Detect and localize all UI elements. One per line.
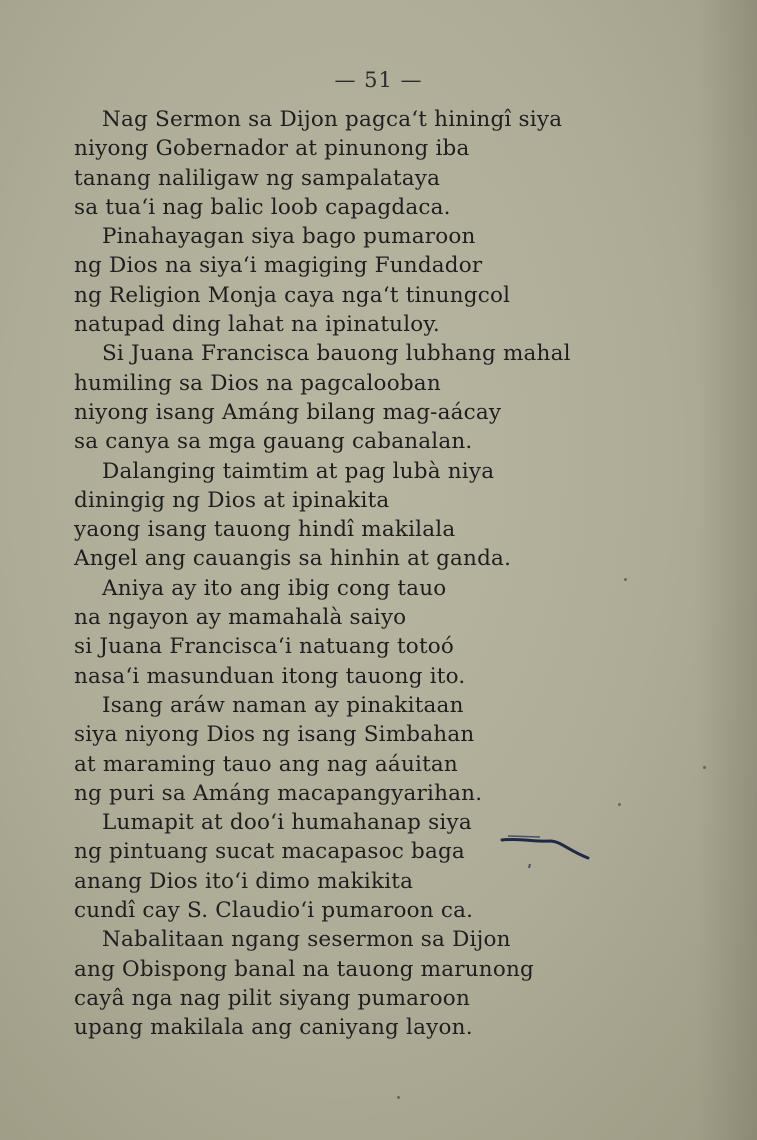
- text-line: anang Dios ito‘i dimo makikita: [74, 868, 414, 894]
- text-line: ng Dios na siya‘i magiging Fundador: [74, 253, 483, 279]
- text-line: upang makilala ang caniyang layon.: [74, 1015, 473, 1041]
- text-line: Isang aráw naman ay pinakitaan: [102, 692, 464, 718]
- text-line: at maraming tauo ang nag aáuitan: [74, 751, 458, 777]
- text-line: cayâ nga nag pilit siyang pumaroon: [74, 985, 470, 1011]
- text-line: ng pintuang sucat macapasoc baga: [74, 839, 465, 865]
- text-line: na ngayon ay mamahalà saiyo: [74, 605, 407, 631]
- text-line: niyong Gobernador at pinunong iba: [74, 136, 470, 162]
- text-line: cundî cay S. Claudio‘i pumaroon ca.: [74, 898, 474, 924]
- text-line: Nag Sermon sa Dijon pagca‘t hiningî siya: [102, 107, 563, 132]
- text-line: ng Religion Monja caya nga‘t tinungcol: [74, 282, 511, 308]
- pen-strike-mark: [500, 828, 590, 868]
- paper-speck: [624, 578, 627, 581]
- text-line: humiling sa Dios na pagcalooban: [74, 370, 441, 396]
- text-line: Angel ang cauangis sa hinhin at ganda.: [74, 546, 512, 572]
- page-number: — 51 —: [334, 68, 423, 92]
- text-line: Pinahayagan siya bago pumaroon: [102, 224, 476, 250]
- text-line: sa canya sa mga gauang cabanalan.: [74, 429, 473, 455]
- text-line: tanang naliligaw ng sampalataya: [74, 165, 441, 191]
- page-edge-shadow: [697, 0, 757, 1140]
- text-line: nasa‘i masunduan itong tauong ito.: [74, 663, 466, 689]
- text-line: si Juana Francisca‘i natuang totoó: [74, 634, 455, 660]
- text-line: Lumapit at doo‘i humahanap siya: [102, 810, 472, 836]
- text-line: natupad ding lahat na ipinatuloy.: [74, 312, 440, 338]
- text-line: sa tua‘i nag balic loob capagdaca.: [74, 194, 451, 220]
- text-line: siya niyong Dios ng isang Simbahan: [74, 722, 475, 748]
- text-line: ang Obispong banal na tauong marunong: [74, 956, 534, 982]
- poem-text-block: [74, 105, 714, 1043]
- text-line: Si Juana Francisca bauong lubhang mahal: [102, 341, 571, 367]
- text-line: yaong isang tauong hindî makilala: [74, 517, 456, 543]
- paper-speck: [397, 1096, 400, 1099]
- text-line: Aniya ay ito ang ibig cong tauo: [102, 575, 447, 601]
- text-line: Dalanging taimtim at pag lubà niya: [102, 458, 495, 484]
- paper-speck: [618, 803, 621, 806]
- text-line: diningig ng Dios at ipinakita: [74, 487, 390, 513]
- text-line: niyong isang Amáng bilang mag-aácay: [74, 399, 502, 425]
- text-line: Nabalitaan ngang sesermon sa Dijon: [102, 927, 511, 953]
- text-line: ng puri sa Amáng macapangyarihan.: [74, 780, 483, 806]
